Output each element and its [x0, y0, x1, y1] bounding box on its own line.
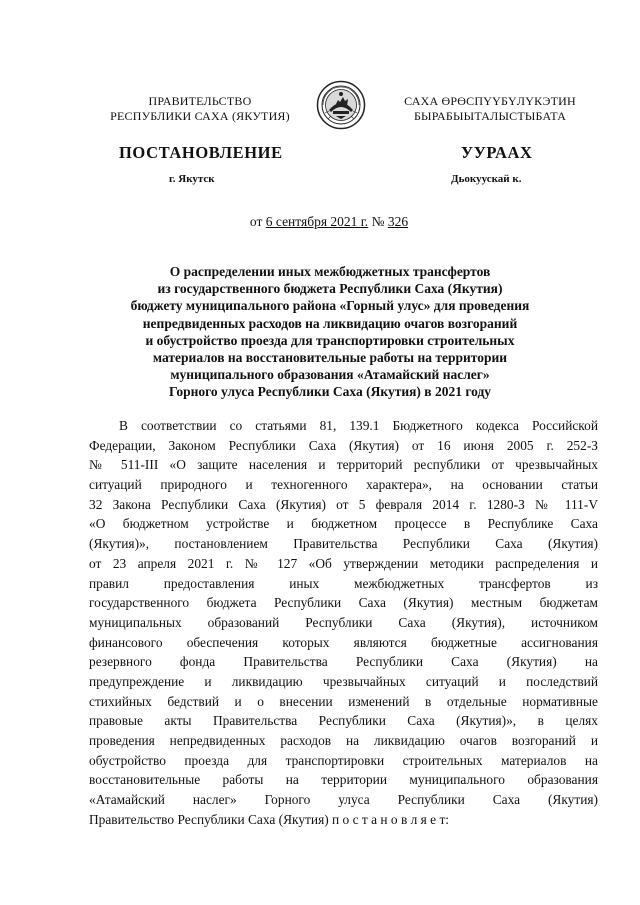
header-right-line1: САХА ӨРӨСПҮҮБҮЛҮКЭТИН	[404, 94, 576, 108]
header-left-line1: ПРАВИТЕЛЬСТВО	[148, 94, 252, 108]
body-line: «О бюджетном устройстве и бюджетном процессе в Республике Саха	[89, 516, 598, 532]
header-left-block	[95, 94, 305, 124]
body-line: финансового обеспечения которых являются бюджетные ассигнования	[89, 634, 598, 650]
body-line: стихийных бедствий и о внесении изменений в отдельные нормативные	[89, 693, 598, 709]
number-sign: №	[371, 214, 385, 229]
document-body	[89, 416, 598, 829]
title-line: непредвиденных расходов на ликвидацию очагов возгораний	[142, 315, 518, 331]
date-value: 6 сентября 2021 г.	[265, 214, 369, 229]
body-line: правил предоставления иных межбюджетных трансфертов из	[89, 575, 598, 591]
doc-type-russian: ПОСТАНОВЛЕНИЕ	[119, 143, 283, 162]
title-line: бюджету муниципального района «Горный улус» для проведения	[130, 298, 530, 314]
body-line: Федерации, Законом Республики Саха (Якутия) от 16 июня 2005 г. 252-З	[89, 437, 598, 453]
document-number: 326	[387, 214, 409, 229]
body-line: правовые акты Правительства Республики Саха (Якутия)», в целях	[89, 713, 598, 729]
body-line: предупреждение и ликвидацию чрезвычайных ситуаций и последствий	[89, 673, 598, 689]
city-yakut: Дьокуускай к.	[451, 173, 522, 185]
title-line: муниципального образования «Атамайский наслег»	[170, 367, 490, 383]
date-line	[0, 214, 640, 230]
body-line: обустройство проезда для транспортировки строительных материалов на	[89, 752, 598, 768]
header-left-line2: РЕСПУБЛИКИ САХА (ЯКУТИЯ)	[110, 109, 290, 123]
body-line: № 511-III «О защите населения и территорий республики от чрезвычайных	[89, 457, 598, 473]
header-right-line2: БЫРАБЫЫТАЛЫСТЫБАТА	[413, 109, 567, 123]
body-line: (Якутия)», постановлением Правительства Республики Саха (Якутия)	[89, 536, 598, 552]
body-line: проведения непредвиденных расходов на ликвидацию очагов возгораний и	[89, 733, 598, 748]
document-title	[110, 263, 550, 401]
body-line: восстановительные работы на территории муниципального образования	[89, 772, 598, 788]
date-prefix: от	[249, 214, 263, 229]
coat-of-arms-icon	[316, 80, 366, 130]
body-line: муниципальных образований Республики Саха (Якутия), источником	[89, 614, 598, 630]
title-line: и обустройство проезда для транспортировки строительных	[145, 332, 515, 348]
body-line: ситуаций природного и техногенного характера», на основании статьи	[89, 477, 598, 493]
title-line: О распределении иных межбюджетных трансфертов	[169, 264, 491, 279]
header-right-block	[380, 94, 600, 124]
city-russian: г. Якутск	[169, 173, 215, 185]
title-line: из государственного бюджета Республики Саха (Якутия)	[157, 281, 503, 297]
body-line: «Атамайский наслег» Горного улуса Республики Саха (Якутия)	[89, 792, 598, 808]
body-line: государственного бюджета Республики Саха (Якутия) местным бюджетам	[89, 595, 598, 611]
doc-type-yakut: УУРААХ	[461, 143, 533, 162]
title-line: Горного улуса Республики Саха (Якутия) в 2021 году	[168, 384, 492, 400]
body-line: Правительство Республики Саха (Якутия) п о с т а н о в л я е т:	[89, 811, 450, 827]
title-line: материалов на восстановительные работы на территории	[152, 350, 508, 366]
body-line: В соответствии со статьями 81, 139.1 Бюджетного кодекса Российской	[119, 418, 598, 433]
body-line: резервного фонда Правительства Республики Саха (Якутия) на	[89, 654, 598, 670]
body-line: от 23 апреля 2021 г. № 127 «Об утверждении методики распределения и	[89, 555, 598, 571]
body-line: 32 Закона Республики Саха (Якутия) от 5 февраля 2014 г. 1280-З № 111-V	[89, 496, 598, 512]
